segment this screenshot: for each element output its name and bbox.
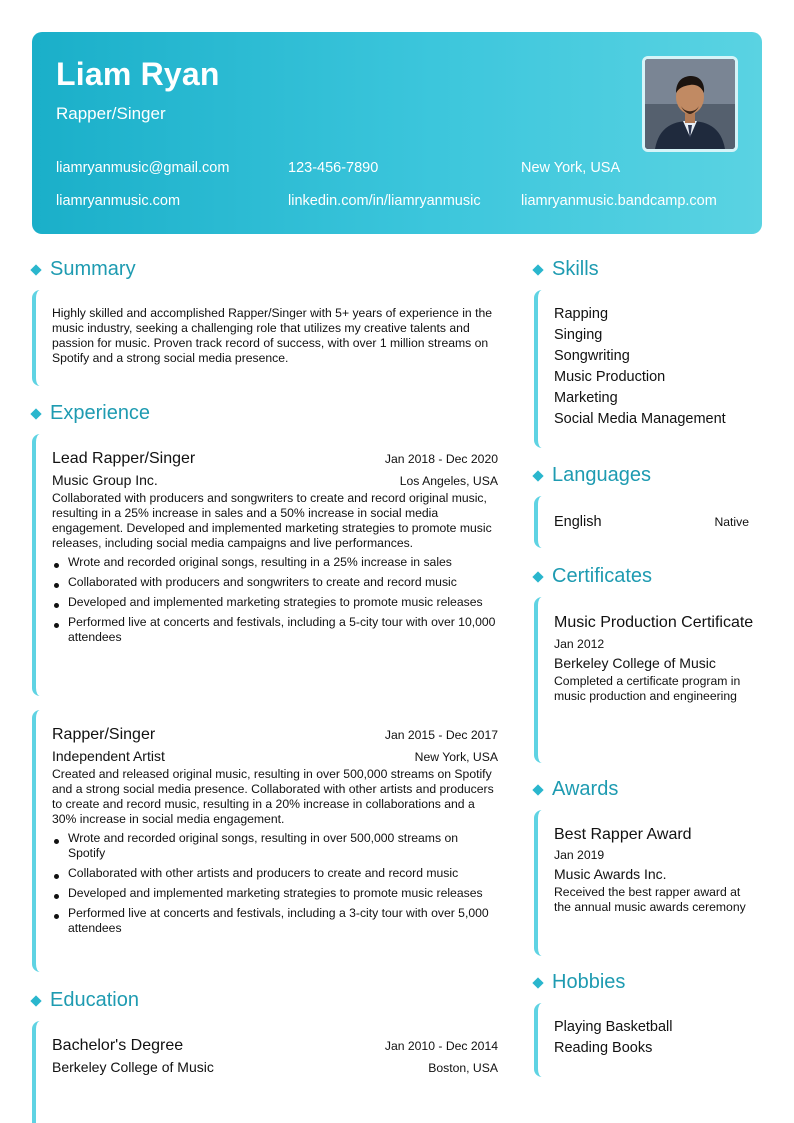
list-item: Collaborated with other artists and producers to create and record music (52, 866, 498, 881)
bandcamp-link[interactable]: liamryanmusic.bandcamp.com (521, 193, 717, 209)
list-item: Marketing (554, 390, 618, 406)
job-org: Music Group Inc. (52, 472, 158, 488)
school-name: Berkeley College of Music (52, 1059, 214, 1075)
certificate-description: Completed a certificate program in music production and engineering (554, 674, 741, 703)
diamond-icon (532, 264, 543, 275)
job-location: New York, USA (414, 750, 498, 764)
list-item: Developed and implemented marketing strategies to promote music releases (52, 886, 498, 901)
list-item: Wrote and recorded original songs, resulting in a 25% increase in sales (52, 555, 498, 570)
list-item: Performed live at concerts and festivals, including a 3-city tour with over 5,000 attendees (52, 906, 498, 936)
job-location: Los Angeles, USA (399, 474, 498, 488)
skills-block (534, 290, 762, 448)
diamond-icon (30, 408, 41, 419)
certificates-block (534, 597, 762, 763)
languages-heading (532, 464, 651, 487)
education-location: Boston, USA (428, 1061, 498, 1075)
job-entry (32, 710, 496, 972)
candidate-title: Rapper/Singer (56, 104, 166, 123)
certificate-name: Music Production Certificate (554, 614, 754, 631)
diamond-icon (532, 977, 543, 988)
website-link[interactable]: liamryanmusic.com (56, 193, 181, 209)
award-date: Jan 2019 (554, 848, 605, 862)
awards-heading (532, 778, 618, 801)
hobbies-heading-label: Hobbies (552, 971, 626, 993)
languages-heading-label: Languages (552, 464, 651, 486)
hobbies-heading (532, 971, 625, 994)
certificate-issuer: Berkeley College of Music (554, 655, 716, 671)
profile-photo (642, 56, 738, 152)
language-name: English (554, 514, 602, 530)
list-item: Social Media Management (554, 411, 726, 427)
list-item: Performed live at concerts and festivals, including a 5-city tour with over 10,000 attendees (52, 615, 498, 645)
list-item: Rapping (554, 306, 609, 322)
diamond-icon (30, 995, 41, 1006)
award-name: Best Rapper Award (554, 826, 692, 843)
education-heading (30, 989, 139, 1012)
list-item: Collaborated with producers and songwriters to create and record music (52, 575, 498, 590)
list-item: Playing Basketball (554, 1019, 673, 1035)
job-entry (32, 434, 496, 696)
phone-text: 123-456-7890 (288, 160, 379, 176)
languages-block (534, 496, 762, 548)
award-issuer: Music Awards Inc. (554, 866, 667, 882)
candidate-name: Liam Ryan (56, 56, 220, 92)
diamond-icon (532, 571, 543, 582)
summary-block (32, 290, 496, 386)
skills-heading (532, 258, 599, 281)
awards-block (534, 810, 762, 956)
education-heading-label: Education (50, 989, 139, 1011)
certificates-heading-label: Certificates (552, 565, 653, 587)
hobbies-block (534, 1003, 762, 1077)
list-item: Singing (554, 327, 603, 343)
education-block (32, 1021, 496, 1123)
job-bullets (52, 831, 498, 936)
diamond-icon (532, 470, 543, 481)
location-text: New York, USA (521, 160, 621, 176)
experience-heading (30, 402, 150, 425)
list-item: Reading Books (554, 1040, 653, 1056)
diamond-icon (532, 784, 543, 795)
list-item: Music Production (554, 369, 666, 385)
summary-text: Highly skilled and accomplished Rapper/Singer with 5+ years of experience in the music industry, seeking a challenging role that utilizes my creative talents and passion for music. Proven track record of success, with over 1 million streams on Spotify and a strong social media presence. (52, 306, 493, 365)
job-title: Rapper/Singer (52, 726, 156, 743)
job-description: Collaborated with producers and songwriters to create and record original music, resulting in a 25% increase in sales and a 50% increase in social media engagement. Developed and implemented marketing strategies to promote music releases, including social media campaigns and live performances. (52, 491, 492, 550)
job-dates: Jan 2015 - Dec 2017 (384, 728, 498, 742)
award-description: Received the best rapper award at the annual music awards ceremony (554, 885, 746, 914)
list-item: Songwriting (554, 348, 630, 364)
list-item: Wrote and recorded original songs, resulting in over 500,000 streams on Spotify (52, 831, 498, 861)
experience-heading-label: Experience (50, 402, 151, 424)
linkedin-link[interactable]: linkedin.com/in/liamryanmusic (288, 193, 481, 209)
diamond-icon (30, 264, 41, 275)
certificate-date: Jan 2012 (554, 637, 605, 651)
list-item: Developed and implemented marketing strategies to promote music releases (52, 595, 498, 610)
resume-header (32, 32, 762, 234)
summary-heading (30, 258, 136, 281)
education-dates: Jan 2010 - Dec 2014 (384, 1039, 498, 1053)
awards-heading-label: Awards (552, 778, 619, 800)
summary-heading-label: Summary (50, 258, 136, 280)
job-org: Independent Artist (52, 748, 165, 764)
job-description: Created and released original music, resulting in over 500,000 streams on Spotify and a strong social media presence. Collaborated with other artists and producers to create and record music, resulting in a 20% increase in collaborations and a 30% increase in social media engagement. (52, 767, 494, 826)
degree-title: Bachelor's Degree (52, 1037, 184, 1054)
email-link[interactable]: liamryanmusic@gmail.com (56, 160, 230, 176)
language-level: Native (714, 515, 749, 529)
job-bullets (52, 555, 498, 645)
person-icon (645, 59, 735, 149)
job-dates: Jan 2018 - Dec 2020 (384, 452, 498, 466)
job-title: Lead Rapper/Singer (52, 450, 196, 467)
skills-heading-label: Skills (552, 258, 599, 280)
certificates-heading (532, 565, 652, 588)
